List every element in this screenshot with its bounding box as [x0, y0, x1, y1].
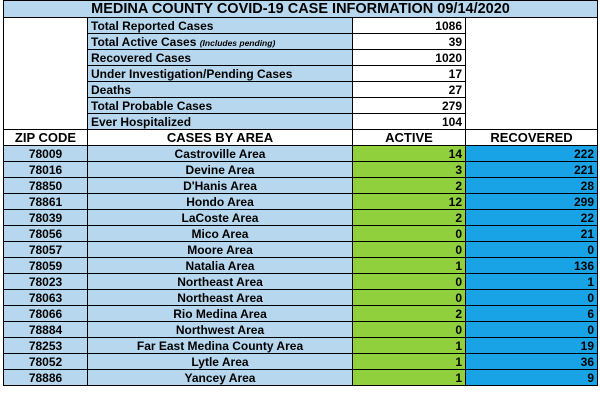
area-name-cell: Castroville Area	[88, 146, 353, 162]
summary-value: 279	[353, 98, 466, 114]
summary-label	[88, 34, 353, 50]
summary-value: 104	[353, 114, 466, 130]
zip-code-cell: 78052	[4, 354, 88, 370]
zip-code-cell: 78886	[4, 370, 88, 386]
active-count-cell: 1	[353, 338, 466, 354]
table-row	[4, 290, 598, 306]
table-row	[4, 194, 598, 210]
summary-value: 39	[353, 34, 466, 50]
summary-label-text: Total Probable Cases	[91, 98, 213, 113]
summary-row	[4, 50, 598, 66]
recovered-count-cell: 36	[466, 354, 598, 370]
area-name-cell: Moore Area	[88, 242, 353, 258]
recovered-count-cell: 0	[466, 290, 598, 306]
recovered-count-cell: 22	[466, 210, 598, 226]
summary-spacer-left	[4, 82, 88, 98]
active-count-cell: 2	[353, 306, 466, 322]
summary-label-text: Recovered Cases	[91, 50, 192, 65]
active-header: ACTIVE	[353, 130, 466, 146]
summary-label	[88, 18, 353, 34]
area-name-cell: Far East Medina County Area	[88, 338, 353, 354]
summary-label	[88, 50, 353, 66]
active-count-cell: 0	[353, 274, 466, 290]
recovered-count-cell: 28	[466, 178, 598, 194]
zip-code-cell: 78039	[4, 210, 88, 226]
summary-value: 27	[353, 82, 466, 98]
recovered-count-cell: 19	[466, 338, 598, 354]
table-row	[4, 210, 598, 226]
active-count-cell: 2	[353, 210, 466, 226]
active-count-cell: 0	[353, 242, 466, 258]
summary-spacer-left	[4, 98, 88, 114]
summary-spacer-right	[466, 98, 598, 114]
active-count-cell: 1	[353, 370, 466, 386]
title-row	[4, 1, 598, 18]
summary-spacer-left	[4, 114, 88, 130]
summary-body	[4, 18, 598, 130]
zip-code-cell: 78016	[4, 162, 88, 178]
summary-row	[4, 98, 598, 114]
active-count-cell: 0	[353, 226, 466, 242]
zip-code-cell: 78056	[4, 226, 88, 242]
cases-by-area-header: CASES BY AREA	[88, 130, 353, 146]
zip-code-cell: 78009	[4, 146, 88, 162]
summary-spacer-left	[4, 18, 88, 34]
recovered-count-cell: 0	[466, 322, 598, 338]
summary-value: 17	[353, 66, 466, 82]
active-count-cell: 3	[353, 162, 466, 178]
summary-label	[88, 82, 353, 98]
active-count-cell: 1	[353, 258, 466, 274]
zip-code-cell: 78059	[4, 258, 88, 274]
summary-label-note: (Includes pending)	[199, 37, 276, 48]
area-body	[4, 146, 598, 386]
active-count-cell: 1	[353, 354, 466, 370]
summary-spacer-left	[4, 50, 88, 66]
area-name-cell: Northwest Area	[88, 322, 353, 338]
area-name-cell: D'Hanis Area	[88, 178, 353, 194]
recovered-count-cell: 1	[466, 274, 598, 290]
area-name-cell: Lytle Area	[88, 354, 353, 370]
area-name-cell: Northeast Area	[88, 274, 353, 290]
recovered-count-cell: 6	[466, 306, 598, 322]
recovered-count-cell: 221	[466, 162, 598, 178]
summary-section	[4, 1, 598, 18]
summary-label-text: Total Active Cases	[91, 34, 197, 49]
recovered-count-cell: 222	[466, 146, 598, 162]
table-row	[4, 306, 598, 322]
recovered-count-cell: 21	[466, 226, 598, 242]
summary-value: 1086	[353, 18, 466, 34]
summary-spacer-right	[466, 18, 598, 34]
area-name-cell: Hondo Area	[88, 194, 353, 210]
active-count-cell: 14	[353, 146, 466, 162]
table-row	[4, 178, 598, 194]
zip-code-cell: 78253	[4, 338, 88, 354]
recovered-count-cell: 0	[466, 242, 598, 258]
area-name-cell: LaCoste Area	[88, 210, 353, 226]
zip-code-cell: 78066	[4, 306, 88, 322]
summary-spacer-right	[466, 114, 598, 130]
summary-label	[88, 114, 353, 130]
recovered-header: RECOVERED	[466, 130, 598, 146]
summary-spacer-left	[4, 34, 88, 50]
column-header-row	[4, 130, 598, 146]
zip-code-header: ZIP CODE	[4, 130, 88, 146]
area-name-cell: Natalia Area	[88, 258, 353, 274]
area-name-cell: Northeast Area	[88, 290, 353, 306]
summary-spacer-right	[466, 66, 598, 82]
table-row	[4, 338, 598, 354]
zip-code-cell: 78063	[4, 290, 88, 306]
active-count-cell: 0	[353, 290, 466, 306]
zip-code-cell: 78861	[4, 194, 88, 210]
summary-label	[88, 66, 353, 82]
zip-code-cell: 78850	[4, 178, 88, 194]
table-row	[4, 146, 598, 162]
recovered-count-cell: 299	[466, 194, 598, 210]
summary-row	[4, 66, 598, 82]
case-table	[3, 0, 598, 386]
summary-label-text: Under Investigation/Pending Cases	[91, 66, 293, 81]
summary-spacer-left	[4, 66, 88, 82]
summary-label	[88, 98, 353, 114]
active-count-cell: 12	[353, 194, 466, 210]
summary-spacer-right	[466, 82, 598, 98]
summary-row	[4, 34, 598, 50]
page-title: MEDINA COUNTY COVID-19 CASE INFORMATION 09/14/2020	[4, 1, 598, 18]
summary-label-text: Deaths	[91, 82, 132, 97]
table-row	[4, 354, 598, 370]
table-row	[4, 370, 598, 386]
area-name-cell: Mico Area	[88, 226, 353, 242]
zip-code-cell: 78023	[4, 274, 88, 290]
summary-row	[4, 114, 598, 130]
table-row	[4, 322, 598, 338]
summary-label-text: Total Reported Cases	[91, 18, 214, 33]
area-header	[4, 130, 598, 146]
summary-value: 1020	[353, 50, 466, 66]
area-name-cell: Rio Medina Area	[88, 306, 353, 322]
table-row	[4, 274, 598, 290]
recovered-count-cell: 136	[466, 258, 598, 274]
active-count-cell: 2	[353, 178, 466, 194]
summary-spacer-right	[466, 50, 598, 66]
active-count-cell: 0	[353, 322, 466, 338]
summary-row	[4, 82, 598, 98]
summary-row	[4, 18, 598, 34]
table-row	[4, 162, 598, 178]
table-row	[4, 242, 598, 258]
recovered-count-cell: 9	[466, 370, 598, 386]
summary-spacer-right	[466, 34, 598, 50]
zip-code-cell: 78884	[4, 322, 88, 338]
table-row	[4, 258, 598, 274]
zip-code-cell: 78057	[4, 242, 88, 258]
area-name-cell: Yancey Area	[88, 370, 353, 386]
summary-label-text: Ever Hospitalized	[91, 114, 192, 129]
table-row	[4, 226, 598, 242]
area-name-cell: Devine Area	[88, 162, 353, 178]
